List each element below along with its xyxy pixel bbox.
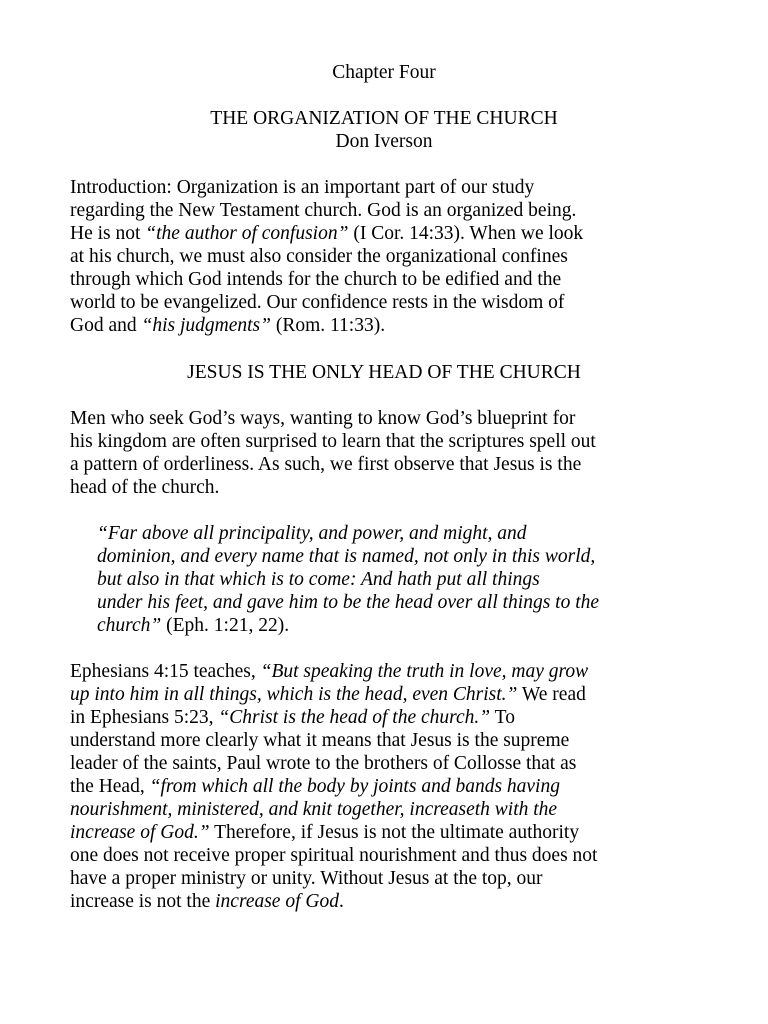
intro-paragraph	[70, 176, 710, 337]
intro-line: God and “his judgments” (Rom. 11:33).	[70, 315, 386, 336]
quote-line: “Far above all principality, and power, and might, and	[97, 523, 527, 544]
author-name: Don Iverson	[335, 131, 433, 152]
paragraph-line: Ephesians 4:15 teaches, “But speaking the truth in love, may grow	[70, 661, 589, 682]
scripture-quote: “the author of confusion”	[145, 223, 349, 244]
intro-line: through which God intends for the church to be edified and the	[70, 269, 562, 290]
paragraph-line: the Head, “from which all the body by joints and bands having	[70, 776, 560, 797]
section-heading: JESUS IS THE ONLY HEAD OF THE CHURCH	[187, 362, 581, 383]
intro-line: world to be evangelized. Our confidence rests in the wisdom of	[70, 292, 565, 313]
quote-line: church” (Eph. 1:21, 22).	[97, 615, 290, 636]
intro-line: Introduction: Organization is an important part of our study	[70, 177, 535, 198]
paragraph-line: up into him in all things, which is the head, even Christ.” We read	[70, 684, 586, 705]
paragraph-line: increase is not the increase of God.	[70, 891, 344, 912]
scripture-quote: “his judgments”	[141, 315, 271, 336]
page-title: THE ORGANIZATION OF THE CHURCH	[210, 108, 558, 129]
chapter-label: Chapter Four	[332, 62, 436, 83]
quote-line: but also in that which is to come: And hath put all things	[97, 569, 540, 590]
body-paragraph	[70, 660, 710, 913]
body-paragraph	[70, 407, 710, 499]
paragraph-line: have a proper ministry or unity. Without Jesus at the top, our	[70, 868, 543, 889]
paragraph-line: in Ephesians 5:23, “Christ is the head of the church.” To	[70, 707, 515, 728]
paragraph-line: understand more clearly what it means that Jesus is the supreme	[70, 730, 570, 751]
paragraph-line: head of the church.	[70, 477, 220, 498]
quote-citation: (Eph. 1:21, 22).	[161, 615, 290, 636]
intro-line: at his church, we must also consider the organizational confines	[70, 246, 568, 267]
paragraph-line: a pattern of orderliness. As such, we first observe that Jesus is the	[70, 454, 582, 475]
quote-line: dominion, and every name that is named, not only in this world,	[97, 546, 596, 567]
paragraph-line: his kingdom are often surprised to learn that the scriptures spell out	[70, 431, 596, 452]
quote-line: under his feet, and gave him to be the head over all things to the	[97, 592, 600, 613]
intro-line: He is not “the author of confusion” (I Cor. 14:33). When we look	[70, 223, 584, 244]
paragraph-line: leader of the saints, Paul wrote to the brothers of Collosse that as	[70, 753, 577, 774]
paragraph-line: one does not receive proper spiritual nourishment and thus does not	[70, 845, 598, 866]
paragraph-line: increase of God.” Therefore, if Jesus is not the ultimate authority	[70, 822, 580, 843]
paragraph-line: nourishment, ministered, and knit together, increaseth with the	[70, 799, 558, 820]
intro-line: regarding the New Testament church. God is an organized being.	[70, 200, 577, 221]
title-block	[0, 107, 768, 153]
paragraph-line: Men who seek God’s ways, wanting to know God’s blueprint for	[70, 408, 576, 429]
block-quote	[97, 522, 707, 637]
